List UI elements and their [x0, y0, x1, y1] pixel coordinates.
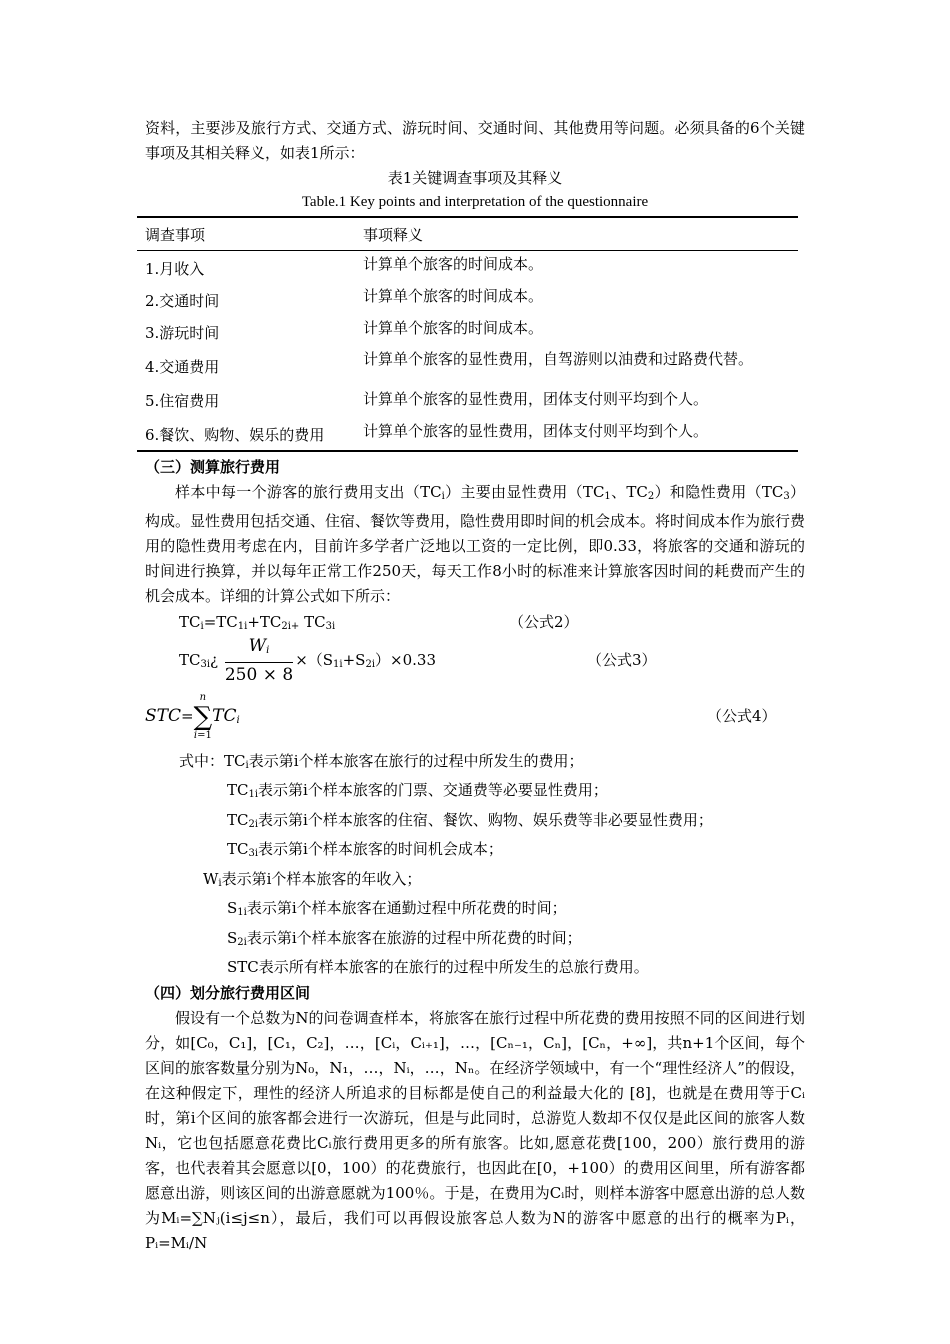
- row-desc: 计算单个旅客的时间成本。: [363, 286, 544, 305]
- table-row: [137, 315, 798, 347]
- table-row: [137, 283, 798, 315]
- row-item: 3.游玩时间: [145, 323, 220, 342]
- formula-legend: 式中：$TC_i$表示第i个样本旅客在旅行的过程中所发生的费用； $TC_{1i}$表示第i个样本旅客的门票、交通费等必要显性费用； $TC_{2i}$表示第i个样本旅客的住宿、餐饮、购物、娱乐费等非必要显性费用； $TC_{3i}$表示第i个样本旅客的时间机会成本； $W_i$表示第i个样本旅客的年收入； $S_{1i}$表示第i个样本旅客在通勤过程中所花费的时间； $S_{2i}$表示第i个样本旅客在旅游的过程中所花费的时间； STC表示所有样本旅客的在旅行的过程中所发生的总旅行费用。: [179, 751, 713, 976]
- formula-4: STC=n ∑ $i=1TC_i$ （公式4）: [145, 687, 805, 745]
- formula-4-tag: （公式4）: [707, 706, 777, 725]
- formula-2: $TC_i=TC_{1i}+TC_{2i+}$ $TC_{3i}$ （公式2）: [179, 609, 805, 635]
- table-caption-cn: 表1关键调查事项及其释义: [387, 169, 563, 187]
- table-caption-en: Table.1 Key points and interpretation of the questionnaire: [301, 194, 649, 210]
- sum-symbol: n ∑ i=1: [193, 691, 213, 741]
- section4-title: （四）划分旅行费用区间: [145, 983, 311, 1002]
- table-row: [137, 251, 798, 283]
- table-header-row: [137, 217, 798, 251]
- table-row: [137, 347, 798, 389]
- row-desc: 计算单个旅客的时间成本。: [363, 318, 544, 337]
- formula-3: $TC_{3i}¿$ $\frac{W_i}{250 \times 8}$ $\times(S_{1i}+S_{2i})\times 0.33$ （公式3）: [179, 635, 657, 685]
- formula-3-fraction: $\frac{W_i}{250 \times 8}$: [224, 635, 294, 685]
- table-row: [137, 419, 798, 451]
- formula-3-tag: （公式3）: [587, 650, 657, 669]
- table-row: [137, 389, 798, 419]
- row-desc: 计算单个旅客的显性费用，自驾游则以油费和过路费代替。: [363, 349, 754, 368]
- header-desc: 事项释义: [355, 217, 798, 251]
- row-item: 5.住宿费用: [145, 391, 220, 410]
- row-item: 2.交通时间: [145, 291, 220, 310]
- row-item: 1.月收入: [145, 260, 205, 278]
- row-item: 4.交通费用: [145, 357, 220, 376]
- section3-title: （三）测算旅行费用: [145, 457, 281, 476]
- formula-2-tag: （公式2）: [509, 612, 579, 631]
- header-item: 调查事项: [137, 217, 355, 251]
- intro-paragraph: 资料，主要涉及旅行方式、交通方式、游玩时间、交通时间、其他费用等问题。必须具备的6个关键事项及其相关释义，如表1所示：: [145, 119, 805, 162]
- row-desc: 计算单个旅客的显性费用，团体支付则平均到个人。: [355, 419, 798, 451]
- row-item: 6.餐饮、购物、娱乐的费用: [137, 419, 355, 451]
- section4-paragraph: 假设有一个总数为N的问卷调查样本，将旅客在旅行过程中所花费的费用按照不同的区间进行划分，如[C₀，C₁]，[C₁，C₂]，…，[Cᵢ，Cᵢ₊₁]，…，[Cₙ₋₁，Cₙ]，[Cₙ，+∞]，共n+1个区间，每个区间的旅客数量分别为N₀，N₁，…，Nᵢ，…，Nₙ。在经济学领域中，有一个“理性经济人”的假设，在这种假定下，理性的经济人所追求的目标都是使自己的利益最大化的 [8]，也就是在费用等于Cᵢ时，第i个区间的旅客都会进行一次游玩，但是与此同时，总游览人数却不仅仅是此区间的旅客人数Nᵢ，它也包括愿意花费比Cᵢ旅行费用更多的所有旅客。比如,愿意花费[100，200）旅行费用的游客，也代表着其会愿意以[0，100）的花费旅行，也因此在[0，+100）的费用区间里，所有游客都愿意出游，则该区间的出游意愿就为100％。于是，在费用为Cᵢ时，则样本游客中愿意出游的总人数为Mᵢ=∑Nⱼ(i≤j≤n），最后，我们可以再假设旅客总人数为N的游客中愿意的出行的概率为Pᵢ，Pᵢ=Mᵢ/N: [145, 1008, 805, 1252]
- row-desc: 计算单个旅客的显性费用，团体支付则平均到个人。: [363, 389, 709, 408]
- key-points-table: [137, 216, 798, 452]
- section3-paragraph: 样本中每一个游客的旅行费用支出$(TC_i)$主要由显性费用（$TC_1$、$TC_2$）和隐性费用$(TC_3)$构成。显性费用包括交通、住宿、餐饮等费用，隐性费用即时间的机会成本。将时间成本作为旅行费用的隐性费用考虑在内，目前许多学者广泛地以工资的一定比例，即0.33，将旅客的交通和游玩的时间进行换算，并以每年正常工作250天，每天工作8小时的标准来计算旅客因时间的耗费而产生的机会成本。详细的计算公式如下所示：: [145, 482, 806, 605]
- row-desc: 计算单个旅客的时间成本。: [363, 255, 544, 273]
- page-content: [145, 116, 805, 1256]
